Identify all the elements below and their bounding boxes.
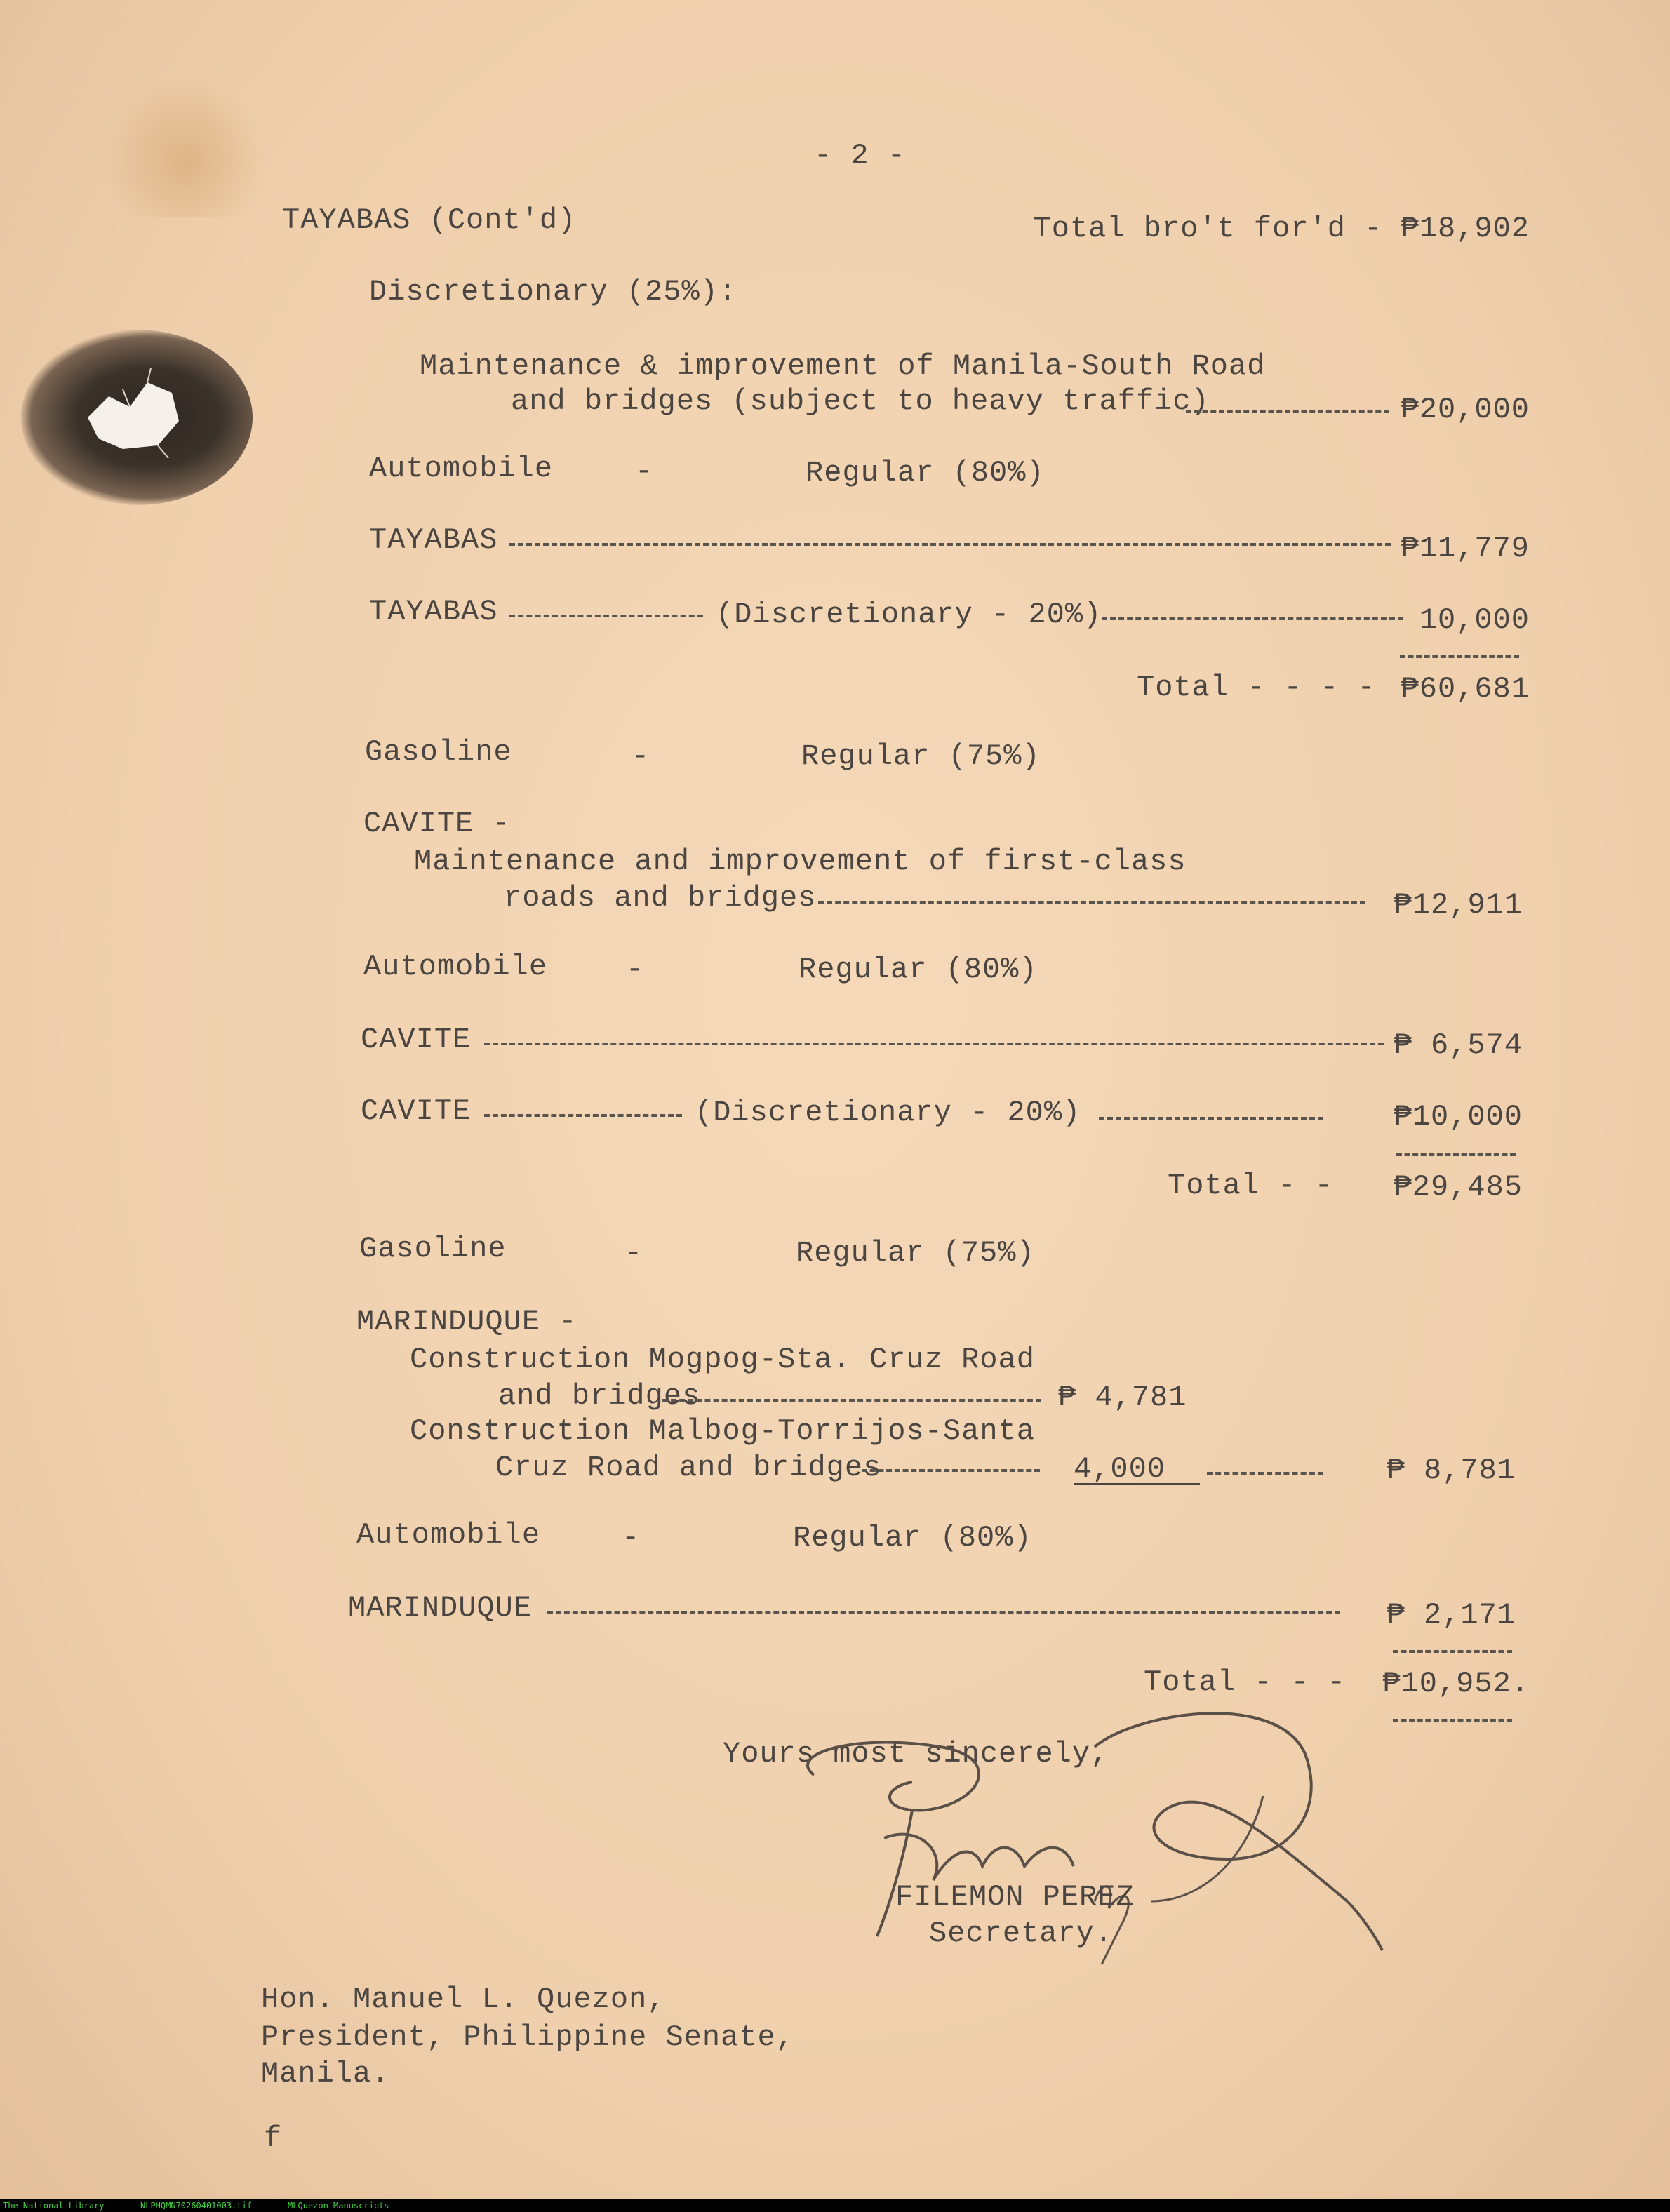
auto2-rate: Regular (80%) bbox=[799, 953, 1038, 986]
gas2-label: Gasoline bbox=[359, 1232, 507, 1266]
marinduque-gas-amount-1: ₱ 4,781 bbox=[1058, 1381, 1187, 1414]
total2-amount: ₱29,485 bbox=[1394, 1170, 1523, 1204]
scan-footer bbox=[0, 2199, 1670, 2212]
gas1-label: Gasoline bbox=[365, 735, 512, 769]
leader-dashes bbox=[484, 1043, 1384, 1045]
marinduque-gas-line-4: Cruz Road and bridges bbox=[495, 1451, 882, 1484]
sum-rule bbox=[1396, 1153, 1516, 1156]
marinduque-gas-label: MARINDUQUE - bbox=[356, 1305, 577, 1339]
auto3-label: Automobile bbox=[356, 1518, 541, 1552]
discretionary-line-2: and bridges (subject to heavy traffic) bbox=[511, 384, 1210, 418]
auto2-dash: - bbox=[626, 953, 645, 986]
auto1-rate: Regular (80%) bbox=[806, 456, 1045, 490]
gas1-dash: - bbox=[632, 739, 650, 773]
cavite-gas-line-2: roads and bridges bbox=[504, 881, 817, 915]
leader-dashes bbox=[818, 901, 1365, 904]
page-number: - 2 - bbox=[814, 139, 907, 173]
cavite-reg-amount: ₱ 6,574 bbox=[1394, 1028, 1523, 1062]
gas2-dash: - bbox=[624, 1236, 643, 1270]
leader-dashes bbox=[547, 1611, 1340, 1614]
sum-rule bbox=[1400, 655, 1519, 658]
marinduque-gas-amount-2: 4,000 bbox=[1074, 1452, 1166, 1486]
addressee-line-3: Manila. bbox=[261, 2057, 390, 2091]
cavite-disc-middle: (Discretionary - 20%) bbox=[695, 1096, 1081, 1130]
discretionary-heading: Discretionary (25%): bbox=[369, 275, 737, 309]
total3-amount: ₱10,952. bbox=[1382, 1667, 1530, 1701]
total-brought-forward: Total bro't for'd - ₱18,902 bbox=[1033, 212, 1530, 246]
leader-dashes bbox=[862, 1469, 1040, 1472]
marinduque-gas-line-2: and bridges bbox=[498, 1379, 701, 1413]
auto1-label: Automobile bbox=[369, 452, 554, 485]
burn-hole-icon bbox=[81, 368, 186, 460]
footer-collection: MLQuezon Manuscripts bbox=[288, 2201, 389, 2211]
marinduque-reg-amount: ₱ 2,171 bbox=[1387, 1598, 1516, 1632]
total1-label: Total - - - - bbox=[1137, 671, 1376, 704]
leader-dashes bbox=[1099, 1117, 1323, 1120]
discretionary-line-1: Maintenance & improvement of Manila-South Road bbox=[420, 349, 1266, 383]
addressee-line-1: Hon. Manuel L. Quezon, bbox=[261, 1983, 666, 2016]
cavite-gas-amount: ₱12,911 bbox=[1394, 888, 1523, 922]
gas2-rate: Regular (75%) bbox=[796, 1236, 1035, 1270]
leader-dashes bbox=[509, 615, 703, 617]
marinduque-gas-amount-total: ₱ 8,781 bbox=[1387, 1454, 1516, 1487]
signatory-title: Secretary. bbox=[929, 1917, 1114, 1950]
reference-initial: f bbox=[264, 2121, 283, 2155]
auto3-dash: - bbox=[622, 1521, 641, 1555]
sum-rule bbox=[1393, 1719, 1512, 1722]
signatory-name: FILEMON PEREZ bbox=[895, 1880, 1135, 1914]
tayabas-disc-amount: 10,000 bbox=[1419, 603, 1530, 637]
sum-rule bbox=[1393, 1650, 1512, 1653]
cavite-gas-label: CAVITE - bbox=[363, 807, 511, 840]
cavite-disc-amount: ₱10,000 bbox=[1394, 1100, 1523, 1134]
auto2-label: Automobile bbox=[363, 950, 548, 984]
total1-amount: ₱60,681 bbox=[1401, 672, 1530, 706]
leader-dashes bbox=[662, 1399, 1041, 1402]
total3-label: Total - - - bbox=[1144, 1665, 1347, 1699]
marinduque-gas-line-1: Construction Mogpog-Sta. Cruz Road bbox=[410, 1343, 1035, 1376]
total2-label: Total - - bbox=[1168, 1169, 1333, 1202]
marinduque-gas-line-3: Construction Malbog-Torrijos-Santa bbox=[410, 1414, 1035, 1448]
paper-stain bbox=[105, 77, 267, 217]
leader-dashes bbox=[509, 543, 1391, 546]
auto1-dash: - bbox=[635, 455, 654, 488]
section-title: TAYABAS (Cont'd) bbox=[282, 203, 577, 237]
gas1-rate: Regular (75%) bbox=[801, 739, 1041, 773]
cavite-reg-label: CAVITE bbox=[361, 1023, 472, 1057]
leader-dashes bbox=[484, 1114, 682, 1117]
subtotal-underline bbox=[1074, 1483, 1200, 1485]
discretionary-amount: ₱20,000 bbox=[1401, 393, 1530, 427]
signature-scrawl bbox=[772, 1670, 1403, 2035]
auto3-rate: Regular (80%) bbox=[793, 1521, 1032, 1555]
footer-file: NLPHQMN70260401003.tif bbox=[140, 2201, 252, 2211]
footer-library: The National Library bbox=[3, 2201, 105, 2211]
tayabas-reg-label: TAYABAS bbox=[369, 523, 498, 557]
cavite-gas-line-1: Maintenance and improvement of first-class bbox=[414, 845, 1187, 878]
closing: Yours most sincerely, bbox=[723, 1737, 1109, 1771]
tayabas-reg-amount: ₱11,779 bbox=[1401, 532, 1530, 565]
tayabas-disc-label: TAYABAS bbox=[369, 595, 498, 629]
tayabas-disc-middle: (Discretionary - 20%) bbox=[716, 598, 1102, 631]
cavite-disc-label: CAVITE bbox=[361, 1094, 472, 1128]
addressee-line-2: President, Philippine Senate, bbox=[261, 2020, 794, 2054]
marinduque-reg-label: MARINDUQUE bbox=[348, 1591, 533, 1625]
